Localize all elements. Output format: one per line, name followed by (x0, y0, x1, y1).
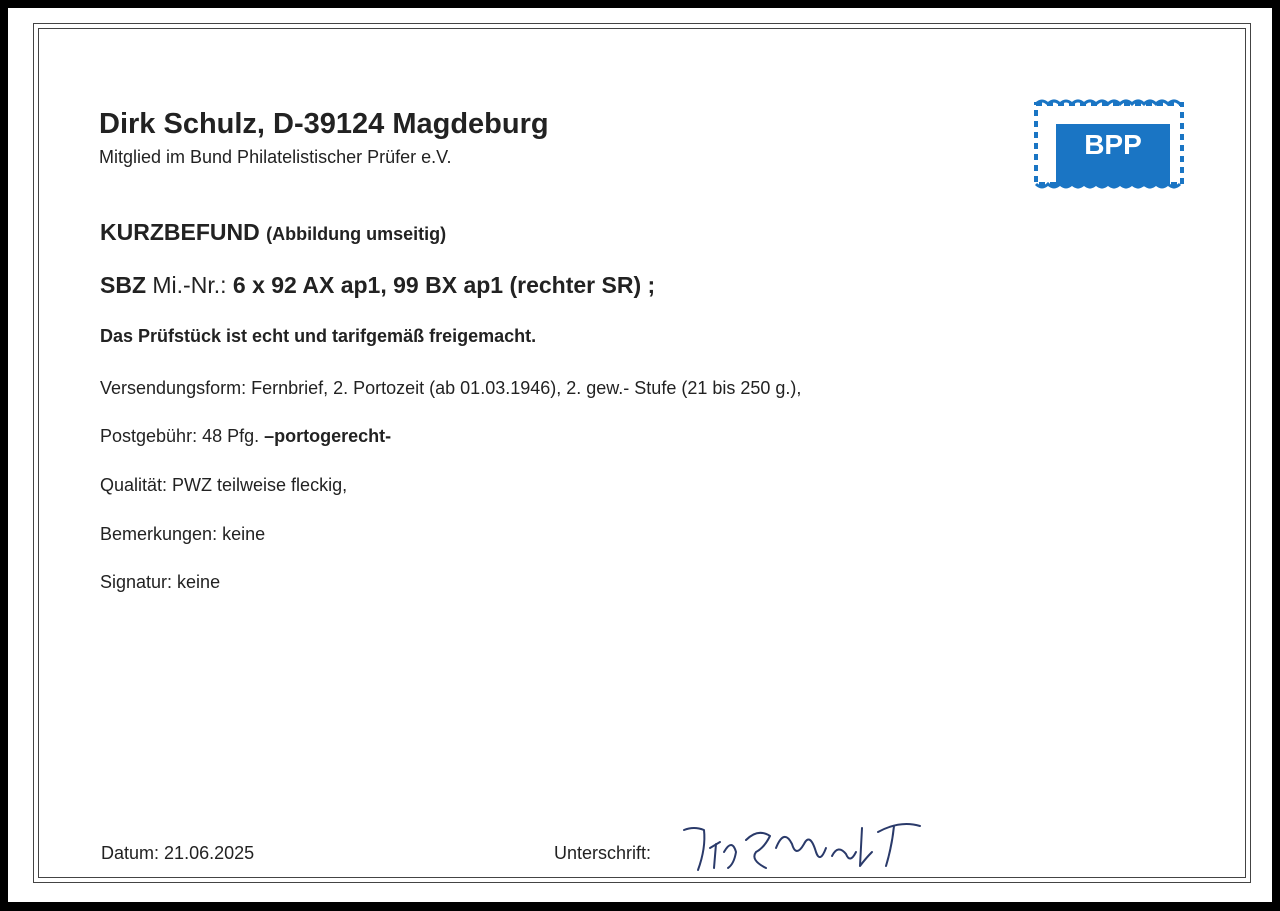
quality-line: Qualität: PWZ teilweise fleckig, (100, 475, 348, 495)
postage-value: –portogerecht- (264, 426, 392, 446)
bpp-logo-text: BPP (1084, 129, 1142, 160)
catalog-label: Mi.-Nr.: (152, 272, 227, 298)
signature-mark-line: Signatur: keine (100, 572, 221, 592)
date-line (101, 843, 254, 864)
postage-label: Postgebühr: 48 Pfg. (100, 426, 260, 446)
verdict-line: Das Prüfstück ist echt und tarifgemäß freigemacht. (100, 326, 537, 346)
examiner-name-address: Dirk Schulz, D-39124 Magdeburg (99, 108, 549, 140)
certificate-sheet (8, 8, 1272, 902)
membership-line: Mitglied im Bund Philatelistischer Prüfer e.V. (99, 147, 452, 167)
remarks-line: Bemerkungen: keine (100, 524, 266, 544)
handwritten-signature-icon (680, 808, 960, 885)
report-title (100, 219, 446, 246)
date-value: 21.06.2025 (164, 843, 255, 863)
catalog-line (100, 272, 655, 299)
report-title-note: (Abbildung umseitig) (266, 224, 447, 244)
catalog-numbers: 6 x 92 AX ap1, 99 BX ap1 (rechter SR) ; (232, 272, 656, 298)
signature-label: Unterschrift: (554, 843, 652, 863)
report-title-main: KURZBEFUND (100, 219, 260, 245)
postage-line (100, 426, 391, 447)
shipping-line: Versendungsform: Fernbrief, 2. Portozeit (ab 01.03.1946), 2. gew.- Stufe (21 bis 250 g.), (100, 378, 802, 398)
area-code: SBZ (100, 272, 146, 298)
date-label: Datum: (101, 843, 160, 863)
bpp-logo-icon (1030, 96, 1190, 197)
